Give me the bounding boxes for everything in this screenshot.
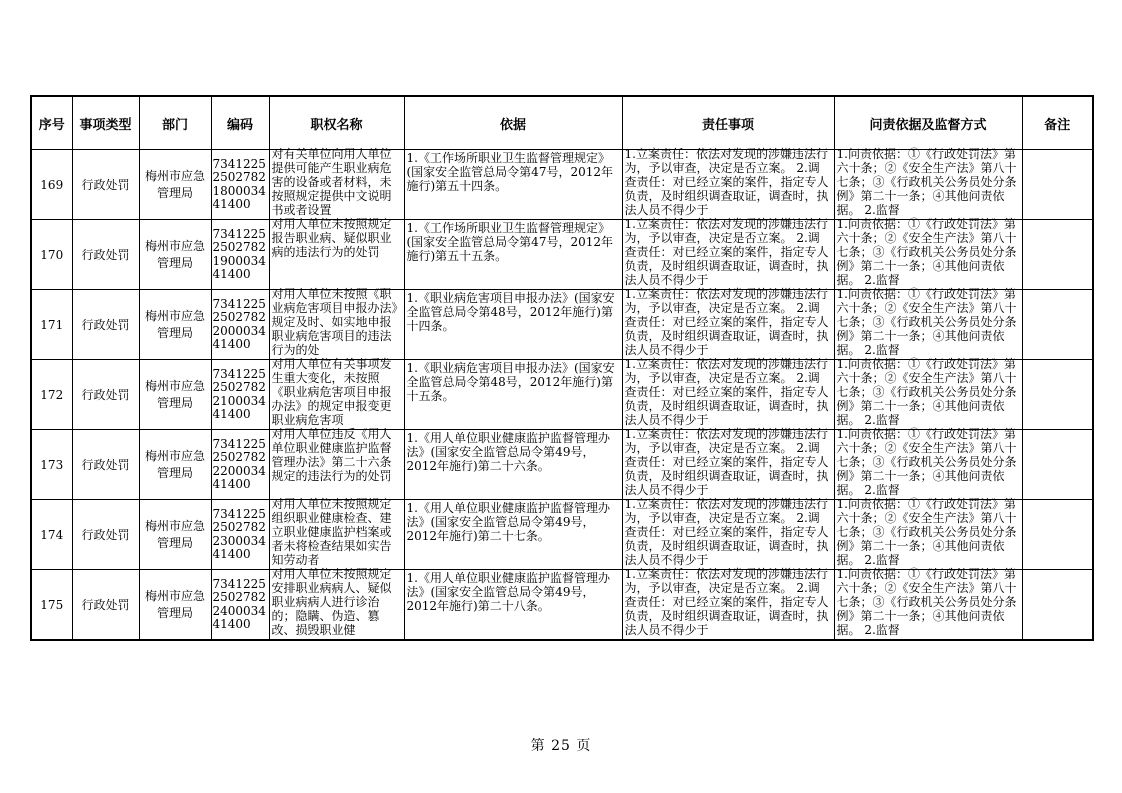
cell-accountability: [834, 217, 1022, 290]
code-line: 41400: [212, 407, 251, 421]
code-line: 2000034: [212, 323, 266, 338]
cell-remark: [1022, 220, 1093, 290]
cell-duty: [622, 427, 834, 500]
cell-remark: [1022, 500, 1093, 570]
cell-name: [269, 567, 404, 641]
duty-text: 1.立案责任：依法对发现的涉嫌违法行为，予以审查，决定是否立案。 2.调查责任：对已经立案的案件，指定专人负责，及时组织调查取证，调查时，执法人员不得少于: [624, 217, 829, 287]
cell-code: [211, 570, 269, 641]
cell-remark: [1022, 430, 1093, 500]
cell-name: [269, 217, 404, 290]
table-row: [31, 430, 1093, 500]
cell-name: [269, 497, 404, 570]
cell-name: [269, 147, 404, 220]
code-line: 41400: [212, 337, 251, 351]
duty-text: 1.立案责任：依法对发现的涉嫌违法行为，予以审查，决定是否立案。 2.调查责任：对已经立案的案件，指定专人负责，及时组织调查取证，调查时，执法人员不得少于: [624, 567, 829, 637]
header-basis: 依据: [404, 96, 622, 150]
header-name: 职权名称: [269, 96, 404, 150]
cell-remark: [1022, 290, 1093, 360]
cell-accountability: [834, 497, 1022, 570]
cell-seq: [31, 220, 72, 290]
cell-code: [211, 500, 269, 570]
duty-text: 1.立案责任：依法对发现的涉嫌违法行为，予以审查，决定是否立案。 2.调查责任：对已经立案的案件，指定专人负责，及时组织调查取证，调查时，执法人员不得少于: [624, 147, 829, 217]
type-text: 行政处罚: [81, 248, 130, 262]
basis-text: 1.《用人单位职业健康监护监督管理办法》(国家安全监管总局令第49号，2012年施行)第二十七条。: [406, 501, 610, 543]
cell-code: [211, 430, 269, 500]
accountability-text: 1.问责依据：①《行政处罚法》第六十条；②《安全生产法》第八十七条；③《行政机关公务员处分条例》第二十一条；④其他问责依据。 2.监督: [836, 287, 1017, 357]
accountability-text: 1.问责依据：①《行政处罚法》第六十条；②《安全生产法》第八十七条；③《行政机关公务员处分条例》第二十一条；④其他问责依据。 2.监督: [836, 217, 1017, 287]
name-text: 对用人单位有关事项发生重大变化，未按照《职业病危害项目申报办法》的规定申报变更职业病危害项: [271, 357, 392, 427]
cell-basis: [404, 500, 622, 570]
cell-dept: [139, 430, 211, 500]
name-text: 对用人单位违反《用人单位职业健康监护监督管理办法》第二十六条规定的违法行为的处罚: [271, 427, 392, 483]
code-line: 2400034: [212, 603, 266, 618]
cell-type: [72, 290, 139, 360]
name-text: 对用人单位未按照《职业病危害项目申报办法》规定及时、如实地申报职业病危害项目的违法行为的处: [271, 287, 398, 357]
table-row: [31, 360, 1093, 430]
cell-accountability: [834, 567, 1022, 641]
cell-code: [211, 220, 269, 290]
code-line: 41400: [212, 197, 251, 211]
basis-text: 1.《用人单位职业健康监护监督管理办法》(国家安全监管总局令第49号，2012年施行)第二十八条。: [406, 571, 610, 613]
type-text: 行政处罚: [81, 318, 130, 332]
type-text: 行政处罚: [81, 178, 130, 192]
page-number: 第 25 页: [530, 738, 592, 754]
accountability-text: 1.问责依据：①《行政处罚法》第六十条；②《安全生产法》第八十七条；③《行政机关公务员处分条例》第二十一条；④其他问责依据。 2.监督: [836, 427, 1017, 497]
code-line: 7341225: [212, 506, 266, 521]
code-line: 1800034: [212, 183, 266, 198]
code-line: 7341225: [212, 576, 266, 591]
cell-accountability: [834, 287, 1022, 360]
duty-text: 1.立案责任：依法对发现的涉嫌违法行为，予以审查，决定是否立案。 2.调查责任：对已经立案的案件，指定专人负责，及时组织调查取证，调查时，执法人员不得少于: [624, 287, 829, 357]
type-text: 行政处罚: [81, 598, 130, 612]
code-line: 7341225: [212, 156, 266, 171]
cell-accountability: [834, 427, 1022, 500]
cell-basis: [404, 430, 622, 500]
code-line: 2502782: [212, 520, 266, 534]
cell-dept: [139, 290, 211, 360]
cell-name: [269, 357, 404, 430]
code-line: 41400: [212, 477, 251, 491]
code-line: 1900034: [212, 253, 266, 268]
cell-accountability: [834, 357, 1022, 430]
seq-text: 173: [40, 457, 64, 472]
cell-code: [211, 150, 269, 220]
basis-text: 1.《职业病危害项目申报办法》(国家安全监管总局令第48号，2012年施行)第十五条。: [406, 361, 615, 403]
cell-seq: [31, 500, 72, 570]
code-line: 7341225: [212, 296, 266, 311]
code-line: 2502782: [212, 240, 266, 254]
cell-basis: [404, 360, 622, 430]
cell-seq: [31, 430, 72, 500]
header-seq: 序号: [31, 96, 72, 150]
seq-text: 175: [40, 597, 64, 612]
cell-basis: [404, 220, 622, 290]
accountability-text: 1.问责依据：①《行政处罚法》第六十条；②《安全生产法》第八十七条；③《行政机关公务员处分条例》第二十一条；④其他问责依据。 2.监督: [836, 147, 1017, 217]
code-line: 2502782: [212, 380, 266, 394]
header-code: 编码: [211, 96, 269, 150]
cell-duty: [622, 357, 834, 430]
cell-seq: [31, 150, 72, 220]
header-duty: 责任事项: [622, 96, 834, 150]
type-text: 行政处罚: [81, 528, 130, 542]
accountability-text: 1.问责依据：①《行政处罚法》第六十条；②《安全生产法》第八十七条；③《行政机关公务员处分条例》第二十一条；④其他问责依据。 2.监督: [836, 357, 1017, 427]
cell-duty: [622, 217, 834, 290]
seq-text: 170: [40, 247, 64, 262]
cell-seq: [31, 570, 72, 641]
accountability-text: 1.问责依据：①《行政处罚法》第六十条；②《安全生产法》第八十七条；③《行政机关公务员处分条例》第二十一条；④其他问责依据。 2.监督: [836, 567, 1017, 637]
cell-dept: [139, 570, 211, 641]
cell-name: [269, 427, 404, 500]
table-row: [31, 290, 1093, 360]
code-line: 2200034: [212, 463, 266, 478]
code-line: 2502782: [212, 450, 266, 464]
duty-text: 1.立案责任：依法对发现的涉嫌违法行为，予以审查，决定是否立案。 2.调查责任：对已经立案的案件，指定专人负责，及时组织调查取证，调查时，执法人员不得少于: [624, 427, 829, 497]
cell-type: [72, 430, 139, 500]
cell-type: [72, 570, 139, 641]
seq-text: 169: [40, 177, 64, 192]
dept-text: 梅州市应急管理局: [144, 518, 205, 550]
authority-table: [30, 95, 1094, 641]
cell-type: [72, 500, 139, 570]
header-remark: 备注: [1022, 96, 1093, 150]
name-text: 对用人单位未按照规定报告职业病、疑似职业病的违法行为的处罚: [271, 217, 392, 259]
duty-text: 1.立案责任：依法对发现的涉嫌违法行为，予以审查，决定是否立案。 2.调查责任：对已经立案的案件，指定专人负责，及时组织调查取证，调查时，执法人员不得少于: [624, 497, 829, 567]
code-line: 41400: [212, 547, 251, 561]
header-row: [31, 96, 1093, 150]
code-line: 2100034: [212, 393, 266, 408]
table-row: [31, 150, 1093, 220]
code-line: 2502782: [212, 590, 266, 604]
basis-text: 1.《工作场所职业卫生监督管理规定》(国家安全监管总局令第47号，2012年施行)第五十四条。: [406, 151, 613, 193]
cell-basis: [404, 570, 622, 641]
cell-dept: [139, 150, 211, 220]
header-accountability: 问责依据及监督方式: [834, 96, 1022, 150]
code-line: 41400: [212, 617, 251, 631]
seq-text: 171: [40, 317, 64, 332]
header-dept: 部门: [139, 96, 211, 150]
cell-duty: [622, 147, 834, 220]
cell-code: [211, 360, 269, 430]
cell-dept: [139, 220, 211, 290]
type-text: 行政处罚: [81, 458, 130, 472]
name-text: 对用人单位未按照规定安排职业病病人、疑似职业病病人进行诊治的；隐瞒、伪造、篡改、损毁职业健: [271, 567, 392, 637]
dept-text: 梅州市应急管理局: [144, 588, 205, 620]
cell-type: [72, 220, 139, 290]
table-row: [31, 570, 1093, 641]
cell-code: [211, 290, 269, 360]
table-row: [31, 500, 1093, 570]
cell-dept: [139, 360, 211, 430]
cell-dept: [139, 500, 211, 570]
cell-remark: [1022, 570, 1093, 641]
seq-text: 174: [40, 527, 64, 542]
cell-type: [72, 150, 139, 220]
seq-text: 172: [40, 387, 64, 402]
basis-text: 1.《用人单位职业健康监护监督管理办法》(国家安全监管总局令第49号，2012年施行)第二十六条。: [406, 431, 610, 473]
dept-text: 梅州市应急管理局: [144, 378, 205, 410]
name-text: 对用人单位未按照规定组织职业健康检查、建立职业健康监护档案或者未将检查结果如实告知劳动者: [271, 497, 392, 567]
cell-duty: [622, 497, 834, 570]
accountability-text: 1.问责依据：①《行政处罚法》第六十条；②《安全生产法》第八十七条；③《行政机关公务员处分条例》第二十一条；④其他问责依据。 2.监督: [836, 497, 1017, 567]
code-line: 41400: [212, 267, 251, 281]
dept-text: 梅州市应急管理局: [144, 448, 205, 480]
code-line: 7341225: [212, 226, 266, 241]
cell-remark: [1022, 150, 1093, 220]
cell-name: [269, 287, 404, 360]
basis-text: 1.《职业病危害项目申报办法》(国家安全监管总局令第48号，2012年施行)第十四条。: [406, 291, 615, 333]
cell-remark: [1022, 360, 1093, 430]
cell-seq: [31, 360, 72, 430]
code-line: 2502782: [212, 310, 266, 324]
table-row: [31, 220, 1093, 290]
dept-text: 梅州市应急管理局: [144, 238, 205, 270]
cell-duty: [622, 287, 834, 360]
code-line: 7341225: [212, 436, 266, 451]
cell-duty: [622, 567, 834, 641]
code-line: 2300034: [212, 533, 266, 548]
dept-text: 梅州市应急管理局: [144, 168, 205, 200]
dept-text: 梅州市应急管理局: [144, 308, 205, 340]
basis-text: 1.《工作场所职业卫生监督管理规定》(国家安全监管总局令第47号，2012年施行)第五十五条。: [406, 221, 613, 263]
header-type: 事项类型: [72, 96, 139, 150]
cell-accountability: [834, 147, 1022, 220]
cell-type: [72, 360, 139, 430]
code-line: 2502782: [212, 170, 266, 184]
type-text: 行政处罚: [81, 388, 130, 402]
name-text: 对有关单位向用人单位提供可能产生职业病危害的设备或者材料，未按照规定提供中文说明书或者设置: [271, 147, 392, 217]
cell-seq: [31, 290, 72, 360]
cell-basis: [404, 150, 622, 220]
code-line: 7341225: [212, 366, 266, 381]
duty-text: 1.立案责任：依法对发现的涉嫌违法行为，予以审查，决定是否立案。 2.调查责任：对已经立案的案件，指定专人负责，及时组织调查取证，调查时，执法人员不得少于: [624, 357, 829, 427]
cell-basis: [404, 290, 622, 360]
